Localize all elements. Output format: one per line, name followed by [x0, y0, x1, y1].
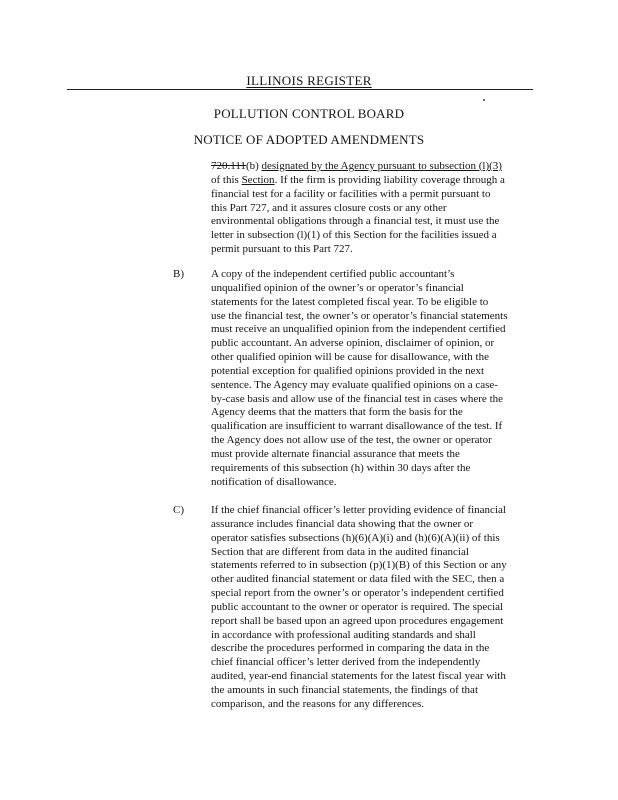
- item-c-line: statements referred to in subsection (p)(1)(B) of this Section or any: [211, 559, 507, 572]
- item-c-line: in accordance with professional auditing standards and shall: [211, 628, 476, 641]
- item-b-line: use the financial test, the owner’s or operator’s financial statements: [211, 309, 508, 322]
- intro-text: of this: [211, 173, 242, 186]
- item-c-line: assurance includes financial data showing that the owner or: [211, 517, 474, 530]
- item-b-paragraph: [211, 268, 508, 490]
- item-b-line: unqualified opinion of the owner’s or operator’s financial: [211, 281, 464, 294]
- item-c-line: operator satisfies subsections (h)(6)(A)(i) and (h)(6)(A)(ii) of this: [211, 531, 500, 544]
- item-b-line: other qualified opinion will be cause for disallowance, with the: [211, 351, 489, 364]
- struck-text: 720.111: [211, 160, 246, 172]
- inserted-text: Section: [241, 173, 275, 186]
- inserted-text: designated by the Agency pursuant to subsection (l)(3): [261, 160, 502, 172]
- item-c-paragraph: [211, 504, 507, 712]
- item-b-line: must provide alternate financial assurance that meets the: [211, 447, 460, 460]
- item-b-line: A copy of the independent certified public accountant’s: [211, 268, 455, 280]
- item-c-line: other audited financial statement or data filed with the SEC, then a: [211, 573, 505, 586]
- item-c-line: public accountant to the owner or operator is required. The special: [211, 600, 504, 613]
- intro-line: environmental obligations through a financial test, it must use the: [211, 215, 500, 228]
- item-b-line: by-case basis and allow use of the financial test in cases where the: [211, 392, 504, 405]
- scan-speck: [483, 99, 485, 101]
- item-b-line: potential exception for qualified opinions provided in the next: [211, 364, 485, 377]
- item-c-line: If the chief financial officer’s letter providing evidence of financial: [211, 504, 506, 516]
- item-b-label: B): [173, 268, 184, 280]
- intro-line: letter in subsection (l)(1) of this Section for the facilities issued a: [211, 229, 497, 242]
- intro-line: financial test for a facility or facilities with a permit pursuant to: [211, 187, 491, 200]
- item-b-line: statements for the latest completed fiscal year. To be eligible to: [211, 295, 489, 308]
- header-rule: [67, 89, 533, 90]
- intro-text: . If the firm is providing liability coverage through a: [274, 173, 505, 186]
- item-c-line: audited, year-end financial statements for the latest fiscal year with: [211, 670, 506, 683]
- item-c-line: comparison, and the reasons for any differences.: [211, 697, 424, 710]
- item-b-line: requirements of this subsection (h) within 30 days after the: [211, 461, 471, 474]
- register-title: ILLINOIS REGISTER: [246, 73, 372, 88]
- intro-paragraph: [211, 160, 505, 257]
- item-c-line: report shall be based upon an agreed upon procedures engagement: [211, 614, 504, 627]
- notice-title: NOTICE OF ADOPTED AMENDMENTS: [193, 132, 425, 147]
- intro-line: [211, 174, 505, 188]
- item-c-line: special report from the owner’s or operator’s independent certified: [211, 587, 504, 600]
- item-c-line: Section that are different from data in the audited financial: [211, 545, 469, 558]
- intro-line: [211, 160, 505, 174]
- item-b-line: must receive an unqualified opinion from the independent certified: [211, 323, 506, 336]
- item-c-line: describe the procedures performed in comparing the data in the: [211, 642, 490, 655]
- item-c-label: C): [173, 504, 184, 516]
- intro-line: permit pursuant to this Part 727.: [211, 243, 353, 256]
- intro-text: (b): [245, 160, 262, 172]
- item-b-line: Agency deems that the matters that form the basis for the: [211, 406, 463, 419]
- item-b-line: public accountant. An adverse opinion, disclaimer of opinion, or: [211, 337, 495, 350]
- agency-name: POLLUTION CONTROL BOARD: [213, 106, 405, 121]
- item-b-line: qualification are insufficient to warrant disallowance of the test. If: [211, 420, 503, 433]
- intro-line: this Part 727, and it assures closure costs or any other: [211, 201, 447, 214]
- item-b-line: notification of disallowance.: [211, 475, 337, 488]
- item-b-line: the Agency does not allow use of the test, the owner or operator: [211, 434, 492, 447]
- item-b-line: sentence. The Agency may evaluate qualified opinions on a case-: [211, 378, 498, 391]
- item-c-line: chief financial officer’s letter derived from the independently: [211, 656, 481, 669]
- item-c-line: the amounts in such financial statements, the findings of that: [211, 683, 478, 696]
